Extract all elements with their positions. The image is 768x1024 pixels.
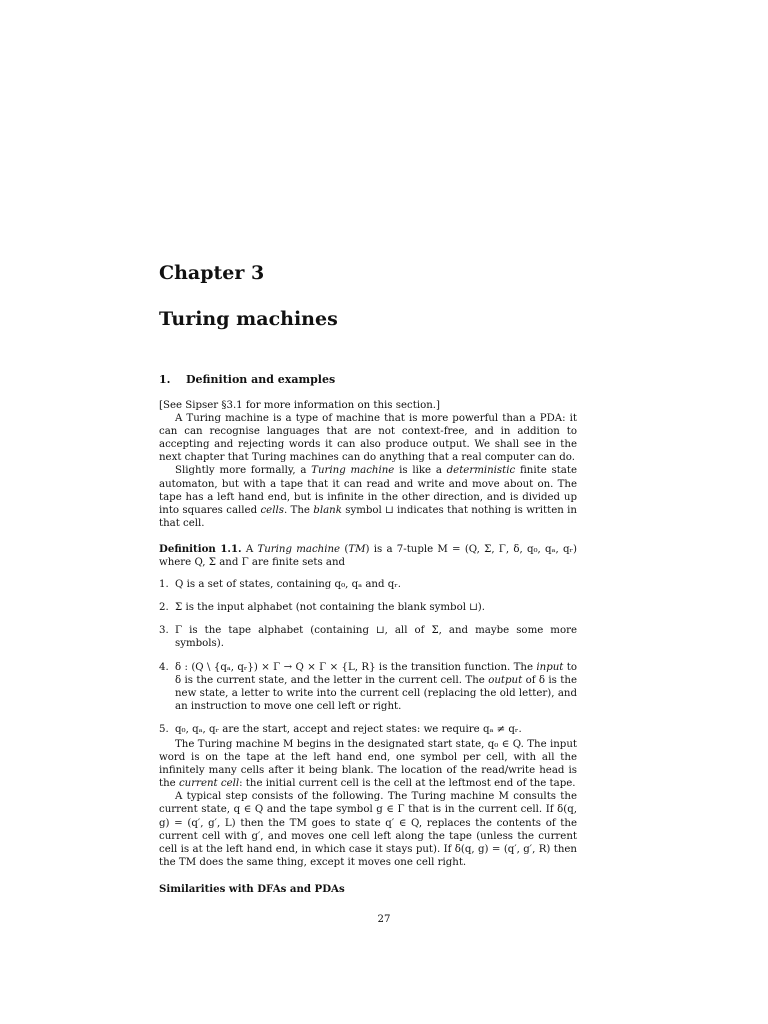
section-number: 1. — [159, 373, 171, 386]
chapter-label: Chapter 3 — [159, 262, 265, 284]
section-title: Definition and examples — [186, 373, 336, 386]
page-number: 27 — [377, 914, 391, 925]
list-item: 2. Σ is the input alphabet (not containing the blank symbol ⊔). — [159, 602, 485, 614]
sipser-reference: [See Sipser §3.1 for more information on this section.] — [159, 400, 440, 411]
subheading: Similarities with DFAs and PDAs — [159, 883, 345, 895]
intro-paragraph-1: A Turing machine is a type of machine that is more powerful than a PDA: it can can recognise languages that are not context-free, and in addition to accepting and rejecting words it can also produce output. We shall see in the next chapter that Turing machines can do anything that a real computer can do. — [159, 413, 577, 464]
definition-heading: Definition 1.1. — [159, 543, 242, 555]
intro-block — [159, 399, 577, 530]
intro-paragraph-2: Slightly more formally, a Turing machine is like a deterministic finite state automaton, but with a tape that it can read and write and move about on. The tape has a left hand end, but is infinite in the other direction, and is divided up into squares called cells. The blank symbol ⊔ indicates that nothing is written in that cell. — [159, 465, 578, 529]
body-block — [159, 738, 577, 869]
definition-statement: Definition 1.1. A Turing machine (TM) is a 7-tuple M = (Q, Σ, Γ, δ, q₀, qₐ, qᵣ) where Q, Σ and Γ are finite sets and — [159, 543, 577, 569]
definition-block — [159, 543, 577, 746]
definition-list — [159, 578, 577, 736]
list-item: 5. q₀, qₐ, qᵣ are the start, accept and reject states: we require qₐ ≠ qᵣ. — [159, 723, 522, 735]
list-item: 3. Γ is the tape alphabet (containing ⊔, all of Σ, and maybe some more symbols). — [159, 625, 577, 650]
list-item: 4. δ : (Q \ {qₐ, qᵣ}) × Γ → Q × Γ × {L, R} is the transition function. The input to δ is the current state, and the letter in the current cell. The output of δ is the new state, a letter to write into the current cell (replacing the old letter), and an instruction to move one cell left or right. — [159, 661, 577, 712]
section-heading — [159, 373, 335, 386]
list-item: 1. Q is a set of states, containing q₀, qₐ and qᵣ. — [159, 579, 402, 591]
body-paragraph-1: The Turing machine M begins in the designated start state, q₀ ∈ Q. The input word is on the tape at the left hand end, one symbol per cell, with all the infinitely many cells after it being blank. The location of the read/write head is the current cell: the initial current cell is the cell at the leftmost end of the tape. — [159, 739, 577, 790]
chapter-title: Turing machines — [159, 308, 338, 330]
body-paragraph-2: A typical step consists of the following. The Turing machine M consults the current state, q ∈ Q and the tape symbol g ∈ Γ that is in the current cell. If δ(q, g) = (q′, g′, L) then the TM goes to state q′ ∈ Q, replaces the contents of the current cell with g′, and moves one cell left along the tape (unless the current cell is at the left hand end, in which case it stays put). If δ(q, g) = (q′, g′, R) then the TM does the same thing, except it moves one cell right. — [159, 791, 577, 868]
